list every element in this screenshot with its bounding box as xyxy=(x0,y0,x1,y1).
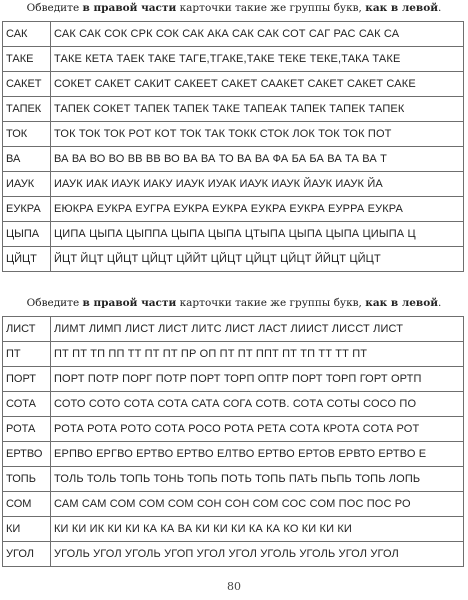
search-cell[interactable]: ТАКЕ КЕТА ТАЕК ТАКЕ ТАГЕ,ТГАКЕ,ТАКЕ ТЕКЕ ТЕКЕ,ТАКА ТАКЕ xyxy=(51,47,464,72)
table-row xyxy=(3,47,464,72)
table-row xyxy=(3,417,464,442)
search-cell[interactable]: КИ КИ ИК КИ КИ КА КА ВА КИ КИ КИ КА КА КО КИ КИ КИ xyxy=(51,517,464,542)
sample-cell: УГОЛ xyxy=(3,542,51,567)
search-cell[interactable]: СОКЕТ САКЕТ САКИТ САКЕЕТ САКЕТ СААКЕТ САКЕТ САКЕТ САКЕ xyxy=(51,72,464,97)
instruction-bold1: в правой части xyxy=(82,297,177,309)
search-cell[interactable]: ЕЮКРА ЕУКРА ЕУГРА ЕУКРА ЕУКРА ЕУКРА ЕУКРА ЕУРРА ЕУКРА xyxy=(51,197,464,222)
search-cell[interactable]: ПОРТ ПОТР ПОРГ ПОТР ПОРТ ТОРП ОПТР ПОРТ ТОРП ГОРТ ОРТП xyxy=(51,367,464,392)
table-row xyxy=(3,222,464,247)
search-cell[interactable]: ТАПЕК СОКЕТ ТАПЕК ТАПЕК ТАКЕ ТАПЕАК ТАПЕК ТАПЕК ТАПЕК xyxy=(51,97,464,122)
table-row xyxy=(3,172,464,197)
search-cell[interactable]: ЙЦТ ЙЦТ ЦЙЦТ ЦЙЦТ ЦЙЙТ ЦЙЦТ ЦЙЦТ ЦЙЦТ ЙЙЦТ ЦЙЦТ xyxy=(51,247,464,272)
sample-cell: ЦЙЦТ xyxy=(3,247,51,272)
sample-cell: САКЕТ xyxy=(3,72,51,97)
sample-cell: ЕРТВО xyxy=(3,442,51,467)
sample-cell: СОТА xyxy=(3,392,51,417)
table-row xyxy=(3,467,464,492)
search-cell[interactable]: СОТО СОТО СОТА СОТА САТА СОГА СОТВ. СОТА СОТЫ СОСО ПО xyxy=(51,392,464,417)
table-row xyxy=(3,147,464,172)
table-row xyxy=(3,392,464,417)
instruction-part3: . xyxy=(438,297,442,309)
sample-cell: ТОК xyxy=(3,122,51,147)
search-cell[interactable]: ЦИПА ЦЫПА ЦЫППА ЦЫПА ЦЫПА ЦТЫПА ЦЫПА ЦЫПА ЦИЫПА Ц xyxy=(51,222,464,247)
sample-cell: ТОПЬ xyxy=(3,467,51,492)
table-row xyxy=(3,22,464,47)
table-row xyxy=(3,247,464,272)
search-cell[interactable]: ВА ВА ВО ВО ВВ ВВ ВО ВА ВА ТО ВА ВА ФА БА БА ВА ТА ВА Т xyxy=(51,147,464,172)
instruction-part1: Обведите xyxy=(26,297,83,309)
search-cell[interactable]: РОТА РОТА РОТО СОТА РОСО РОТА РЕТА СОТА КРОТА СОТА РОТ xyxy=(51,417,464,442)
sample-cell: КИ xyxy=(3,517,51,542)
sample-cell: ИАУК xyxy=(3,172,51,197)
search-cell[interactable]: ПТ ПТ ТП ПП ТТ ПТ ПТ ПР ОП ПТ ПТ ППТ ПТ ТП ТТ ТТ ПТ xyxy=(51,342,464,367)
letter-card-2 xyxy=(2,316,464,567)
instruction-top xyxy=(0,2,468,15)
sample-cell: ВА xyxy=(3,147,51,172)
table-row xyxy=(3,542,464,567)
page-number: 80 xyxy=(227,580,241,593)
instruction-bottom xyxy=(0,297,468,310)
sample-cell: ТАПЕК xyxy=(3,97,51,122)
sample-cell: ЕУКРА xyxy=(3,197,51,222)
search-cell[interactable]: САМ САМ СОМ СОМ СОМ СОН СОН СОМ СОС СОМ ПОС ПОС РО xyxy=(51,492,464,517)
table-row xyxy=(3,97,464,122)
instruction-bold2: как в левой xyxy=(365,2,438,14)
sample-cell: ЛИСТ xyxy=(3,317,51,342)
instruction-part2: карточки такие же группы букв, xyxy=(176,297,366,309)
sample-cell: ПОРТ xyxy=(3,367,51,392)
table-row xyxy=(3,317,464,342)
search-cell[interactable]: УГОЛЬ УГОЛ УГОЛЬ УГОП УГОЛ УГОЛ УГОЛЬ УГОЛЬ УГОЛ УГОЛ xyxy=(51,542,464,567)
search-cell[interactable]: ЕРПВО ЕРГВО ЕРТВО ЕРТВО ЕЛТВО ЕРТВО ЕРТОВ ЕРВТО ЕРТВО Е xyxy=(51,442,464,467)
sample-cell: САК xyxy=(3,22,51,47)
instruction-part2: карточки такие же группы букв, xyxy=(176,2,366,14)
search-cell[interactable]: ИАУК ИАК ИАУК ИАКУ ИАУК ИУАК ИАУК ИАУК ЙАУК ИАУК ЙА xyxy=(51,172,464,197)
instruction-bold1: в правой части xyxy=(82,2,177,14)
search-cell[interactable]: ТОК ТОК ТОК РОТ КОТ ТОК ТАК ТОКК СТОК ЛОК ТОК ТОК ПОТ xyxy=(51,122,464,147)
table-row xyxy=(3,122,464,147)
sample-cell: ЦЫПА xyxy=(3,222,51,247)
search-cell[interactable]: ЛИМТ ЛИМП ЛИСТ ЛИСТ ЛИТС ЛИСТ ЛАСТ ЛИИСТ ЛИССТ ЛИСТ xyxy=(51,317,464,342)
search-cell[interactable]: ТОЛЬ ТОЛЬ ТОПЬ ТОНЬ ТОПЬ ПОТЬ ТОПЬ ПАТЬ ПЬПЬ ТОПЬ ЛОПЬ xyxy=(51,467,464,492)
sample-cell: ПТ xyxy=(3,342,51,367)
table-row xyxy=(3,197,464,222)
search-cell[interactable]: САК САК СОК СРК СОК САК АКА САК САК СОТ САГ РАС САК СА xyxy=(51,22,464,47)
sample-cell: ТАКЕ xyxy=(3,47,51,72)
instruction-part1: Обведите xyxy=(26,2,83,14)
letter-card-1 xyxy=(2,21,464,272)
table-row xyxy=(3,442,464,467)
sample-cell: СОМ xyxy=(3,492,51,517)
table-row xyxy=(3,367,464,392)
instruction-bold2: как в левой xyxy=(365,297,438,309)
table-row xyxy=(3,492,464,517)
table-row xyxy=(3,342,464,367)
table-row xyxy=(3,72,464,97)
table-row xyxy=(3,517,464,542)
instruction-part3: . xyxy=(438,2,442,14)
sample-cell: РОТА xyxy=(3,417,51,442)
